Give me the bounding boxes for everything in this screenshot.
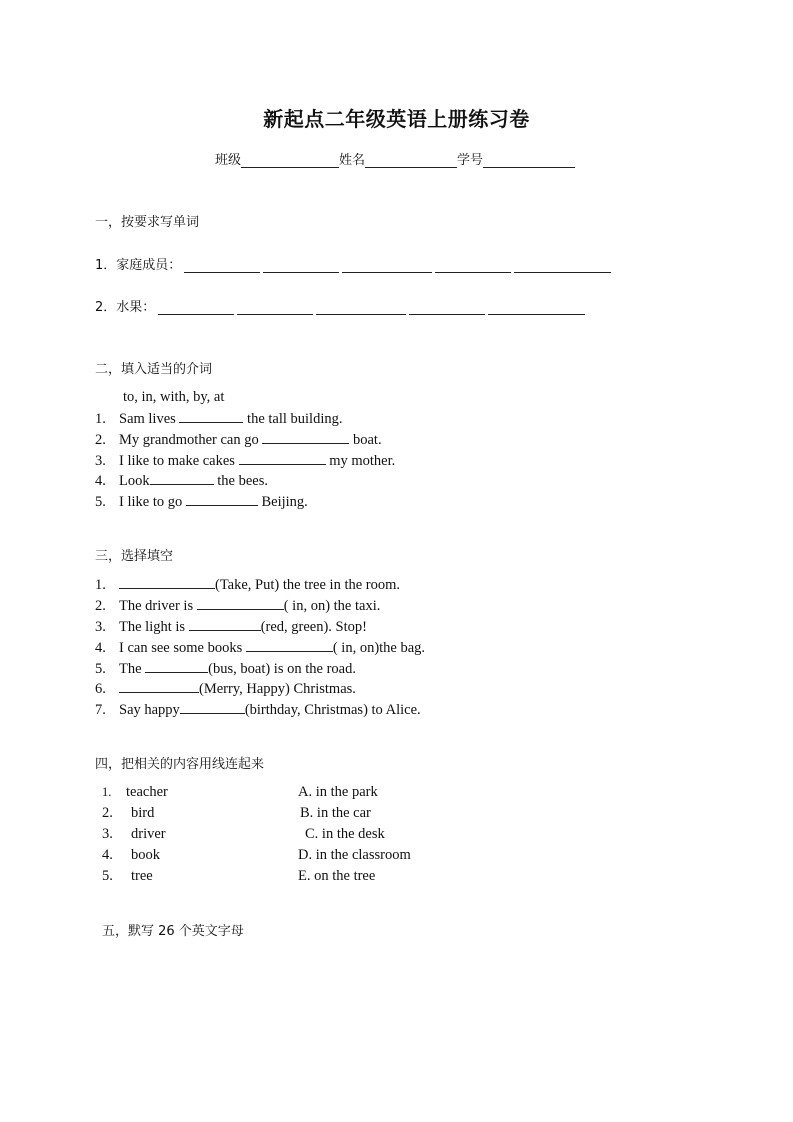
match-left-item[interactable]: 5. tree: [102, 868, 153, 884]
answer-blank[interactable]: [197, 597, 284, 610]
fruits-row: [95, 296, 585, 315]
answer-blank[interactable]: [158, 302, 234, 315]
class-field[interactable]: [241, 155, 339, 168]
section-3-heading: 三，选择填空: [95, 549, 174, 564]
section-4-heading: 四，把相关的内容用线连起来: [95, 757, 265, 772]
list-item: 4. I can see some books ( in, on)the bag.: [95, 640, 426, 656]
match-left-item[interactable]: 2. bird: [102, 805, 155, 821]
answer-blank[interactable]: [435, 260, 511, 273]
list-item: 2. The driver is ( in, on) the taxi.: [95, 598, 381, 614]
class-label: 班级: [215, 153, 242, 168]
answer-blank[interactable]: [237, 302, 313, 315]
match-left-item[interactable]: 1. teacher: [102, 784, 168, 800]
answer-blank[interactable]: [263, 260, 339, 273]
family-members-label: 1．家庭成员：: [95, 258, 182, 273]
answer-blank[interactable]: [246, 639, 333, 652]
section-1-heading: 一，按要求写单词: [95, 215, 200, 230]
word-bank: to, in, with, by, at: [123, 389, 225, 405]
list-item: 1. (Take, Put) the tree in the room.: [95, 577, 401, 593]
answer-blank[interactable]: [262, 431, 349, 444]
answer-blank[interactable]: [119, 576, 215, 589]
name-label: 姓名: [339, 153, 366, 168]
list-item: 3. I like to make cakes my mother.: [95, 453, 396, 469]
answer-blank[interactable]: [239, 452, 326, 465]
answer-blank[interactable]: [514, 260, 611, 273]
section-2-heading: 二，填入适当的介词: [95, 362, 213, 377]
answer-blank[interactable]: [150, 472, 214, 485]
match-left-item[interactable]: 4. book: [102, 847, 160, 863]
answer-blank[interactable]: [186, 493, 258, 506]
match-right-item[interactable]: C. in the desk: [305, 826, 385, 842]
list-item: 1. Sam lives the tall building.: [95, 411, 343, 427]
list-item: 5. I like to go Beijing.: [95, 494, 308, 510]
answer-blank[interactable]: [409, 302, 485, 315]
answer-blank[interactable]: [119, 680, 199, 693]
match-right-item[interactable]: A. in the park: [298, 784, 378, 800]
list-item: 6. (Merry, Happy) Christmas.: [95, 681, 356, 697]
answer-blank[interactable]: [342, 260, 432, 273]
list-item: 5. The (bus, boat) is on the road.: [95, 661, 356, 677]
list-item: 3. The light is (red, green). Stop!: [95, 619, 367, 635]
section-5-heading: 五，默写 26 个英文字母: [102, 924, 244, 939]
answer-blank[interactable]: [180, 701, 245, 714]
student-number-label: 学号: [457, 153, 484, 168]
answer-blank[interactable]: [145, 660, 208, 673]
answer-blank[interactable]: [184, 260, 260, 273]
match-right-item[interactable]: B. in the car: [300, 805, 371, 821]
answer-blank[interactable]: [488, 302, 585, 315]
answer-blank[interactable]: [189, 618, 261, 631]
fruits-label: 2．水果：: [95, 300, 156, 315]
list-item: 2. My grandmother can go boat.: [95, 432, 382, 448]
student-number-field[interactable]: [483, 155, 575, 168]
match-right-item[interactable]: D. in the classroom: [298, 847, 411, 863]
answer-blank[interactable]: [179, 410, 243, 423]
family-members-row: [95, 254, 611, 273]
answer-blank[interactable]: [316, 302, 406, 315]
student-info-line: [215, 149, 575, 168]
name-field[interactable]: [365, 155, 457, 168]
match-right-item[interactable]: E. on the tree: [298, 868, 376, 884]
list-item: 4. Look the bees.: [95, 473, 268, 489]
match-left-item[interactable]: 3. driver: [102, 826, 166, 842]
list-item: 7. Say happy (birthday, Christmas) to Alice.: [95, 702, 421, 718]
page-title: 新起点二年级英语上册练习卷: [263, 107, 530, 131]
